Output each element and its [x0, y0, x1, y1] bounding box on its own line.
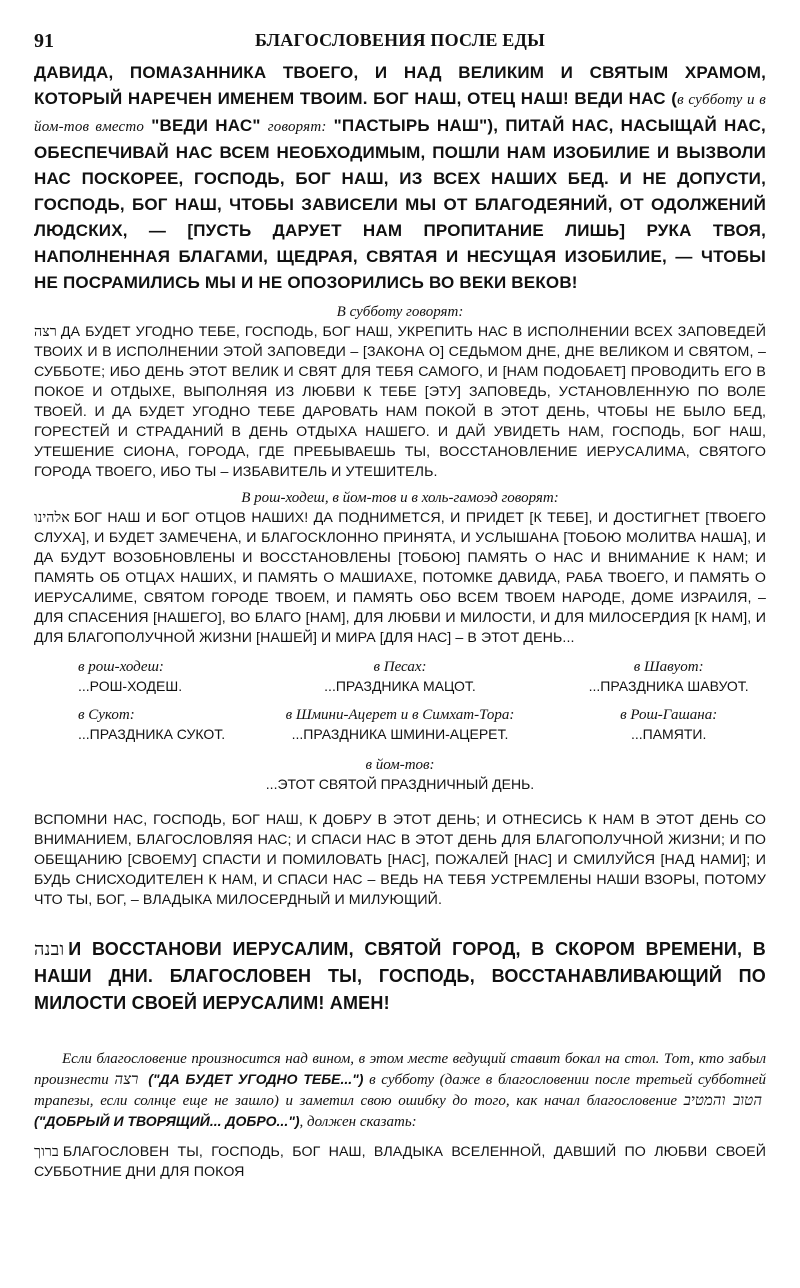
insert-rosh-hashana: [531, 706, 766, 744]
insert-label: в Шавуот:: [633, 659, 704, 675]
hebrew-word-retze-small: רצה: [114, 1070, 139, 1088]
running-title: БЛАГОСЛОВЕНИЯ ПОСЛЕ ЕДЫ: [255, 30, 545, 50]
instruction-text: Если благословение произносится над вином, в этом месте ведущий ставит бокал на стол. Тот, кто забыл произнести: [34, 1051, 766, 1088]
holiday-inserts: [34, 658, 766, 754]
intro-note-2: говорят:: [267, 119, 327, 135]
intro-quote-2: "ПАСТЫРЬ НАШ"),: [326, 116, 506, 135]
rosh-heading: В рош-ходеш, в йом-тов и в холь-гамоэд говорят:: [241, 490, 559, 506]
insert-label: в Песах:: [373, 659, 427, 675]
hebrew-word-retze: רצה: [34, 324, 57, 340]
insert-text: ...ПРАЗДНИКА СУКОТ.: [78, 726, 226, 742]
shabbat-paragraph: [34, 322, 766, 482]
hebrew-words-hatov: הטוב והמטיב: [683, 1091, 762, 1109]
intro-quote-1: "ВЕДИ НАС": [144, 116, 268, 135]
intro-note-1: в субботу и в йом-тов вместо: [34, 92, 766, 135]
shabbat-text: ДА БУДЕТ УГОДНО ТЕБЕ, ГОСПОДЬ, БОГ НАШ, УКРЕПИТЬ НАС В ИСПОЛНЕНИИ ВСЕХ ЗАПОВЕДЕЙ ТВОИХ И В ИСПОЛНЕНИИ ЭТОЙ ЗАПОВЕДИ – [ЗАКОНА О] СЕДЬМОМ ДНЕ, ДНЕ ВЕЛИКОМ И СВЯТОМ, – СУББОТЕ; ИБО ДЕНЬ ЭТОТ ВЕЛИК И СВЯТ ДЛЯ ТЕБЯ САМОГО, И [НАМ ПОДОБАЕТ] ПРОВОДИТЬ ЕГО В ПОКОЕ И ОТДЫХЕ, ВЫПОЛНЯЯ ИЗ ЛЮБВИ К ТЕБЕ [ЭТУ] ЗАПОВЕДЬ, УСТАНОВЛЕННУЮ ПО ВОЛЕ ТВОЕЙ. И ДА БУДЕТ УГОДНО ТЕБЕ ДАРОВАТЬ НАМ ПОКОЙ В ЭТОТ ДЕНЬ, ЧТОБЫ НЕ БЫЛО БЕД, ГОРЕСТЕЙ И СТРАДАНИЙ В ДЕНЬ ОТДЫХА НАШЕГО. И ДАЙ УВИДЕТЬ НАМ, ГОСПОДЬ, БОГ НАШ, УТЕШЕНИЕ СИОНА, ГОРОДА, ГДЕ ПРЕБЫВАЕШЬ ТЫ, ВОССТАНОВЛЕНИЕ ИЕРУСАЛИМА, СВЯТОГО ГОРОДА ТВОЕГО, ИБО ТЫ – ИЗБАВИТЕЛЬ И УТЕШИТЕЛЬ.: [34, 324, 766, 480]
intro-text-2: ПИТАЙ НАС, НАСЫЩАЙ НАС, ОБЕСПЕЧИВАЙ НАС ВСЕМ НЕОБХОДИМЫМ, ПОШЛИ НАМ ИЗОБИЛИЕ И ВЫЗВОЛИ НАС ПОСКОРЕЕ, ГОСПОДЬ, БОГ НАШ, ИЗ ВСЕХ НАШИХ БЕД. И НЕ ДОПУСТИ, ГОСПОДЬ, БОГ НАШ, ЧТОБЫ ЗАВИСЕЛИ МЫ ОТ БЛАГОДЕЯНИЙ, ОТ ОДОЛЖЕНИЙ ЛЮДСКИХ, — [ПУСТЬ ДАРУЕТ НАМ ПРОПИТАНИЕ ЛИШЬ] РУКА ТВОЯ, НАПОЛНЕННАЯ БЛАГАМИ, ЩЕДРАЯ, СВЯТАЯ И НЕСУЩАЯ ИЗОБИЛИЕ, — ЧТОБЫ НЕ ПОСРАМИЛИСЬ МЫ И НЕ ОПОЗОРИЛИСЬ ВО ВЕКИ ВЕКОВ!: [34, 116, 766, 292]
instruction-text-2: в субботу (даже в благословении после третьей субботней трапезы, если солнце еще не зашло) и заметил свою ошибку до того, как начал благословение: [34, 1072, 767, 1109]
insert-sukkot: [34, 706, 269, 744]
remember-paragraph: ВСПОМНИ НАС, ГОСПОДЬ, БОГ НАШ, К ДОБРУ В ЭТОТ ДЕНЬ; И ОТНЕСИСЬ К НАМ В ЭТОТ ДЕНЬ СО ВНИМАНИЕМ, БЛАГОСЛОВЛЯЯ НАС; И СПАСИ НАС В ЭТОТ ДЕНЬ ДЛЯ БЛАГОПОЛУЧНОЙ ЖИЗНИ; И ПО ОБЕЩАНИЮ [СВОЕМУ] СПАСТИ И ПОМИЛОВАТЬ [НАС], ПОЖАЛЕЙ [НАС] И СМИЛУЙСЯ [НАД НАМИ]; И БУДЬ СНИСХОДИТЕЛЕН К НАМ, И СПАСИ НАС – ВЕДЬ НА ТЕБЯ УСТРЕМЛЕНЫ НАШИ ВЗОРЫ, ПОТОМУ ЧТО ТЫ, БОГ, – ВЛАДЫКА МИЛОСЕРДНЫЙ И МИЛУЮЩИЙ.: [34, 812, 766, 908]
insert-label: в Шмини-Ацерет и в Симхат-Тора:: [285, 707, 515, 723]
insert-shavuot: [531, 658, 766, 696]
insert-shmini-atzeret: [283, 706, 518, 744]
instruction-text-3: , должен сказать:: [299, 1114, 417, 1130]
rebuild-text: И ВОССТАНОВИ ИЕРУСАЛИМ, СВЯТОЙ ГОРОД, В СКОРОМ ВРЕМЕНИ, В НАШИ ДНИ. БЛАГОСЛОВЕН ТЫ, ГОСПОДЬ, ВОССТАНАВЛИВАЮЩИЙ ПО МИЛОСТИ СВОЕЙ ИЕРУСАЛИМ! АМЕН!: [34, 939, 766, 1013]
paragraph-intro: [34, 60, 766, 296]
intro-text: ДАВИДА, ПОМАЗАННИКА ТВОЕГО, И НАД ВЕЛИКИМ И СВЯТЫМ ХРАМОМ, КОТОРЫЙ НАРЕЧЕН ИМЕНЕМ ТВОИМ. БОГ НАШ, ОТЕЦ НАШ! ВЕДИ НАС (: [34, 63, 766, 108]
insert-text: ...ПАМЯТИ.: [630, 726, 707, 742]
rosh-text: БОГ НАШ И БОГ ОТЦОВ НАШИХ! ДА ПОДНИМЕТСЯ, И ПРИДЕТ [К ТЕБЕ], И ДОСТИГНЕТ [ТВОЕГО СЛУХА], И БУДЕТ ЗАМЕЧЕНА, И БЛАГОСКЛОННО ПРИНЯТА, И УСЛЫШАНА [ТОБОЮ МОЛИТВА НАША], И ДА БУДУТ ВОЗОБНОВЛЕНЫ И ВОССТАНОВЛЕНЫ [ТОБОЮ] ПАМЯТЬ О НАС И ВНИМАНИЕ К НАМ; И ПАМЯТЬ ОБ ОТЦАХ НАШИХ, И ПАМЯТЬ О МАШИАХЕ, ПОТОМКЕ ДАВИДА, РАБА ТВОЕГО, И ПАМЯТЬ О ИЕРУСАЛИМЕ, СВЯТОМ ГОРОДЕ ТВОЕМ, И ПАМЯТЬ ОБО ВСЕМ ТВОЕМ НАРОДЕ, ДОМЕ ИЗРАИЛЯ, – ДЛЯ СПАСЕНИЯ [НАШЕГО], ВО БЛАГО [НАМ], ДЛЯ ЛЮБВИ И МИЛОСТИ, И ДЛЯ МИЛОСЕРДИЯ [К НАМ], И ДЛЯ БЛАГОПОЛУЧНОЙ ЖИЗНИ [НАШЕЙ] И МИРА [ДЛЯ НАС] – В ЭТОТ ДЕНЬ...: [34, 510, 766, 646]
instruction-note: [34, 1049, 766, 1132]
hebrew-word-baruch: ברוך: [34, 1144, 59, 1160]
insert-label: в Рош-Гашана:: [620, 707, 718, 723]
insert-text: ...РОШ-ХОДЕШ.: [78, 678, 183, 694]
rebuild-paragraph: [34, 936, 766, 1017]
insert-text: ...ПРАЗДНИКА ШАВУОТ.: [588, 678, 749, 694]
final-text: БЛАГОСЛОВЕН ТЫ, ГОСПОДЬ, БОГ НАШ, ВЛАДЫКА ВСЕЛЕННОЙ, ДАВШИЙ ПО ЛЮБВИ СВОЕЙ СУББОТНИЕ ДНИ ДЛЯ ПОКОЯ: [34, 1144, 766, 1180]
page-header: [34, 30, 766, 60]
insert-label: в Сукот:: [78, 707, 135, 723]
instruction-quote-1: ("ДА БУДЕТ УГОДНО ТЕБЕ..."): [142, 1071, 364, 1087]
insert-text: ...ЭТОТ СВЯТОЙ ПРАЗДНИЧНЫЙ ДЕНЬ.: [265, 776, 535, 792]
insert-label: в йом-тов:: [365, 757, 435, 773]
shabbat-heading: В субботу говорят:: [336, 304, 464, 320]
instruction-quote-2: ("ДОБРЫЙ И ТВОРЯЩИЙ... ДОБРО..."): [34, 1113, 300, 1129]
insert-text: ...ПРАЗДНИКА ШМИНИ-АЦЕРЕТ.: [291, 726, 509, 742]
insert-rosh-chodesh: [34, 658, 269, 696]
insert-pesach: [283, 658, 518, 696]
insert-text: ...ПРАЗДНИКА МАЦОТ.: [324, 678, 476, 694]
rosh-paragraph: [34, 508, 766, 648]
final-paragraph: [34, 1142, 766, 1182]
hebrew-word-uvne: ובנה: [34, 939, 65, 960]
insert-yom-tov: [34, 756, 766, 794]
insert-label: в рош-ходеш:: [78, 659, 164, 675]
page-number: 91: [34, 30, 54, 52]
hebrew-word-eloheinu: אלהינו: [34, 510, 70, 526]
